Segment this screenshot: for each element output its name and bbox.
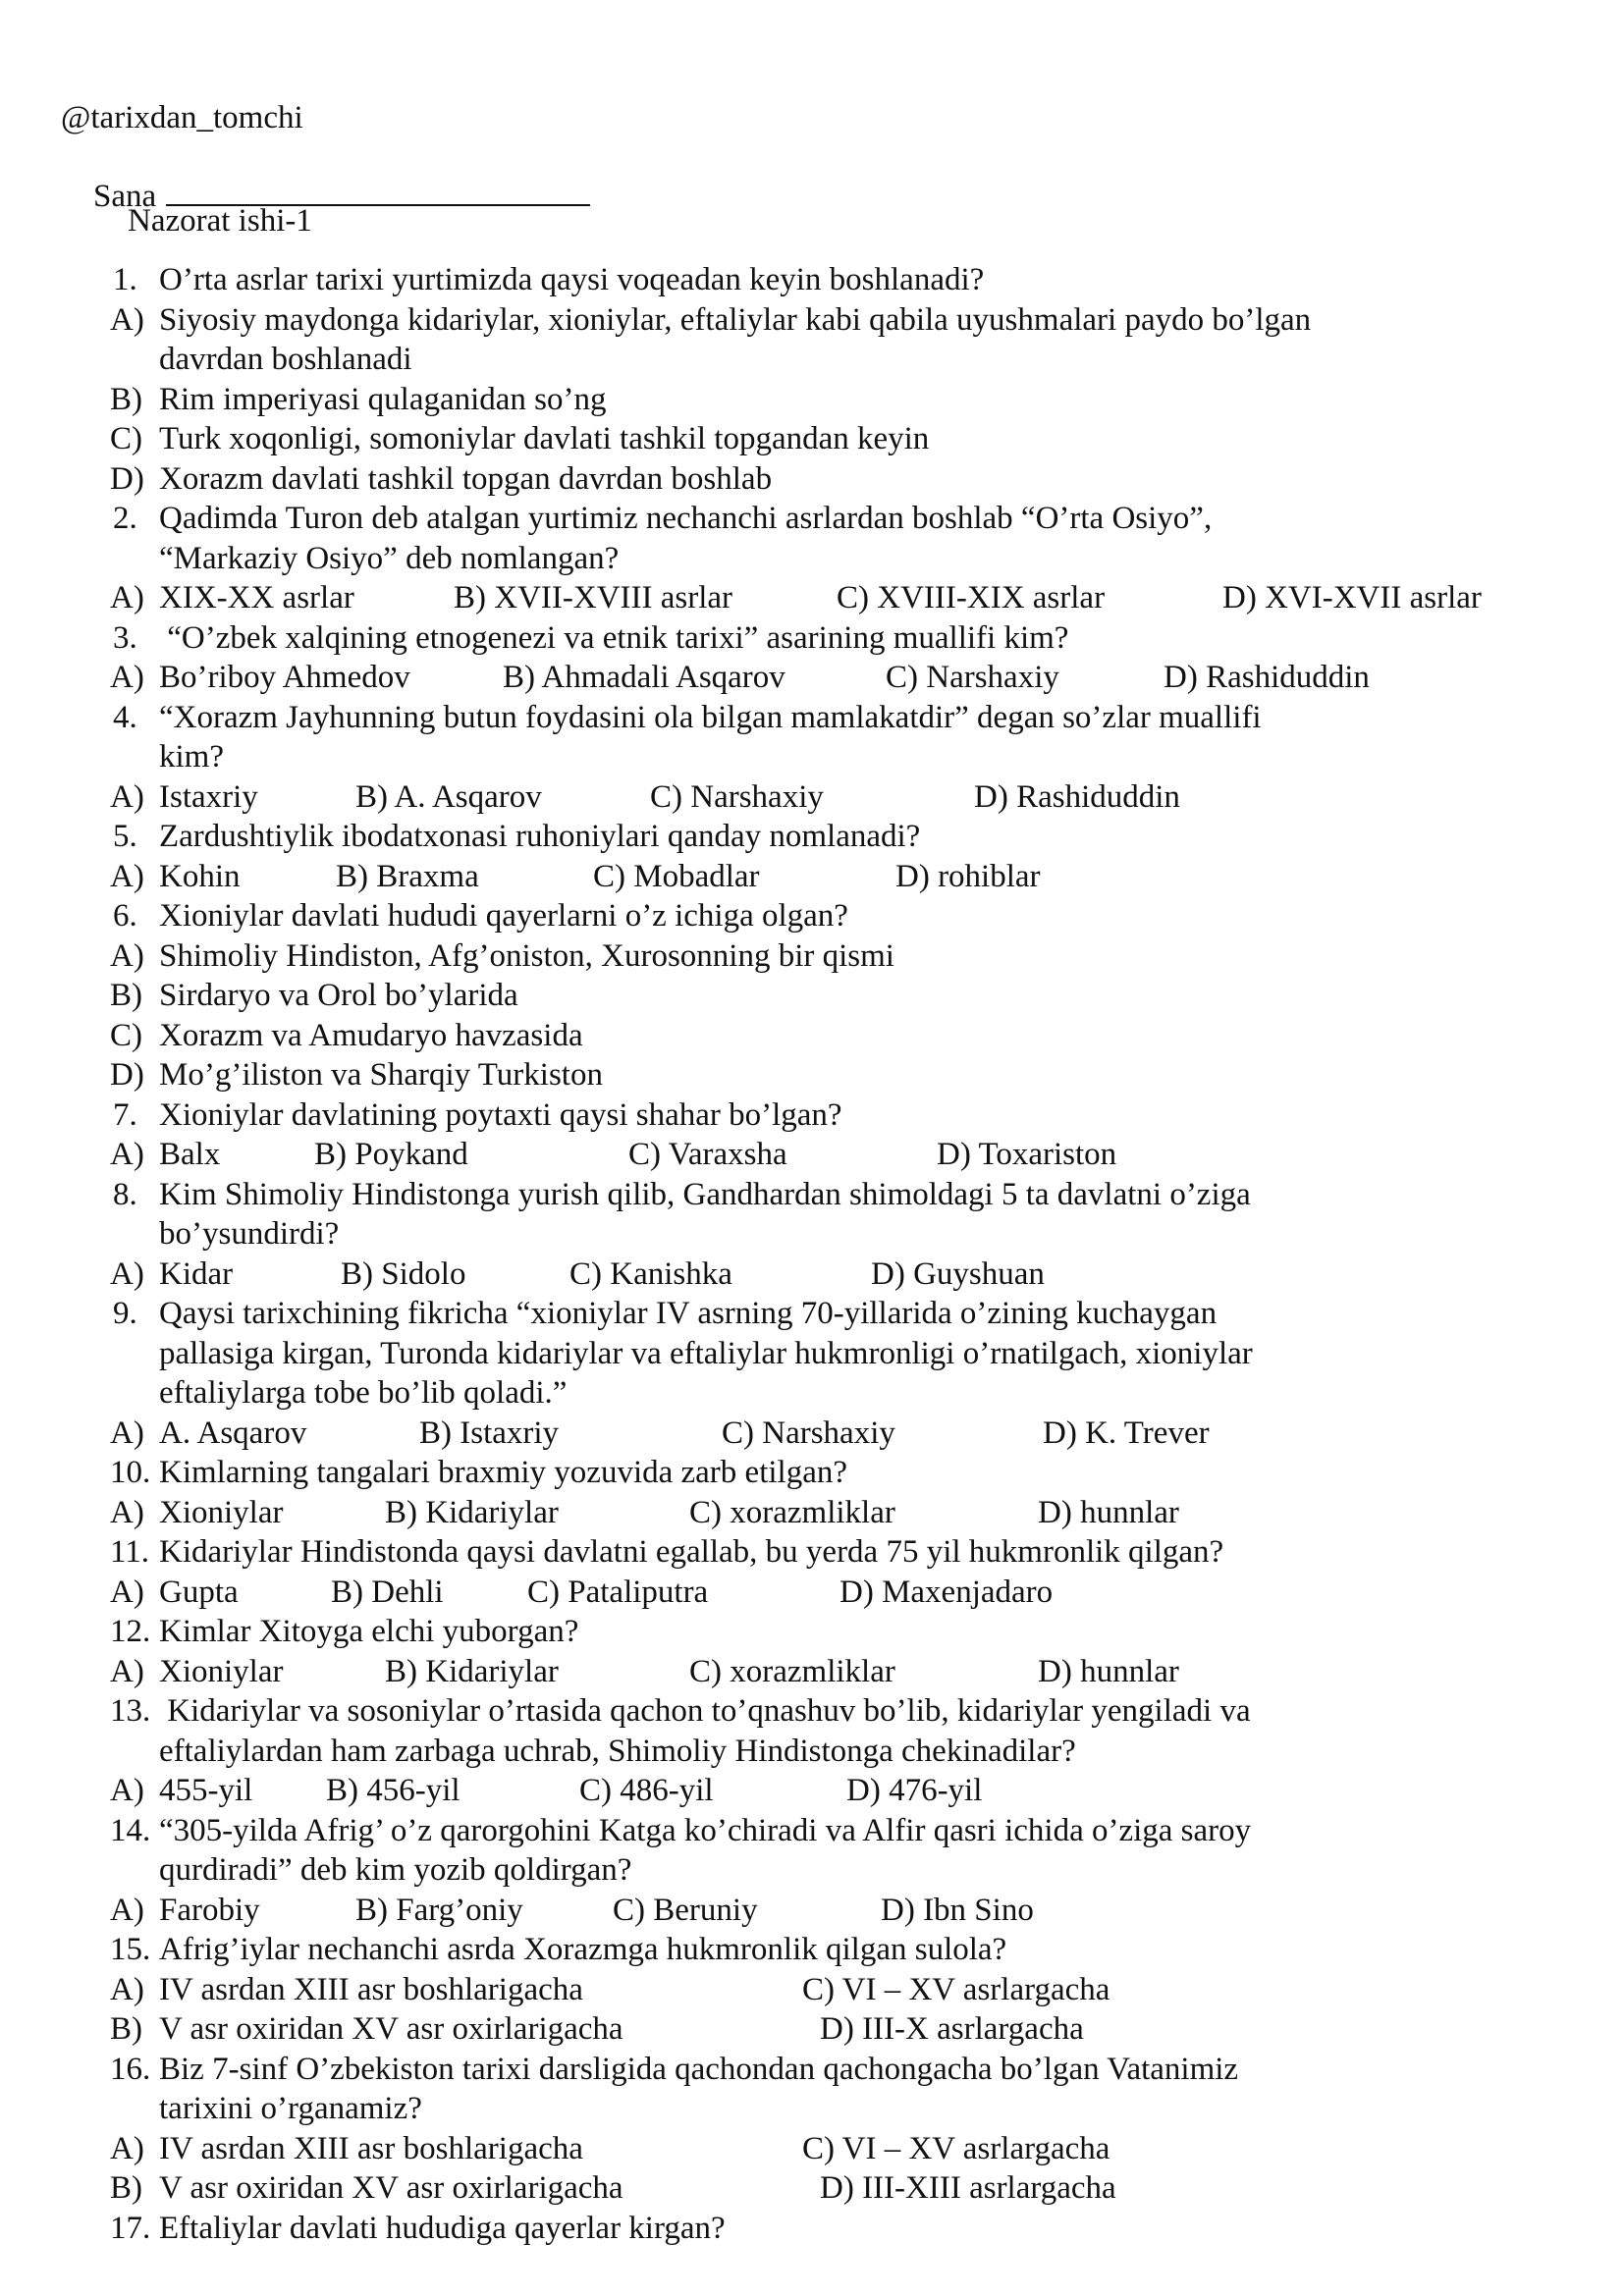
- option-text: Rim imperiyasi qulaganidan so’ng: [159, 382, 607, 417]
- option-d: D) hunnlar: [1038, 1654, 1179, 1689]
- option-c: C) XVIII-XIX asrlar: [837, 580, 1106, 615]
- question-number: 15.: [110, 1932, 151, 1967]
- question-number: 17.: [110, 2211, 151, 2246]
- question-text: “O’zbek xalqining etnogenezi va etnik tarixi” asarining muallifi kim?: [159, 620, 1069, 656]
- question-text: O’rta asrlar tarixi yurtimizda qaysi voqeadan keyin boshlanadi?: [159, 262, 985, 297]
- option-b: B) Istaxriy: [419, 1415, 560, 1451]
- option-label: A): [110, 859, 144, 894]
- question-number: 1.: [113, 262, 137, 297]
- question-text: pallasiga kirgan, Turonda kidariylar va eftaliylar hukmronligi o’rnatilgach, xioniylar: [159, 1336, 1253, 1371]
- option-d: D) K. Trever: [1043, 1415, 1210, 1451]
- question-text: Kim Shimoliy Hindistonga yurish qilib, Gandhardan shimoldagi 5 ta davlatni o’ziga: [159, 1177, 1251, 1212]
- option-a: A. Asqarov: [159, 1415, 307, 1451]
- option-label: A): [110, 1654, 144, 1689]
- question-number: 8.: [113, 1177, 137, 1212]
- option-a: Kidar: [159, 1256, 234, 1292]
- question-text: Kidariylar va sosoniylar o’rtasida qachon to’qnashuv bo’lib, kidariylar yengiladi va: [159, 1693, 1251, 1729]
- option-b: B) Sidolo: [341, 1256, 466, 1292]
- option-label: A): [110, 2131, 144, 2166]
- option-b: B) Farg’oniy: [355, 1893, 523, 1928]
- option-c: C) Kanishka: [569, 1256, 732, 1292]
- question-number: 14.: [110, 1813, 151, 1848]
- option-label: B): [110, 2011, 142, 2047]
- page-title: Nazorat ishi-1: [128, 203, 312, 239]
- question-number: 9.: [113, 1296, 137, 1331]
- option-text: davrdan boshlanadi: [159, 342, 412, 377]
- option-text: Mo’g’iliston va Sharqiy Turkiston: [159, 1057, 603, 1093]
- option-c: C) Pataliputra: [527, 1575, 709, 1610]
- question-text: Biz 7-sinf O’zbekiston tarixi darsligida qachondan qachongacha bo’lgan Vatanimiz: [159, 2052, 1239, 2087]
- question-number: 12.: [110, 1614, 151, 1649]
- option-c: C) Narshaxiy: [650, 779, 824, 815]
- option-b: B) Dehli: [331, 1575, 444, 1610]
- question-number: 5.: [113, 819, 137, 854]
- option-d: D) rohiblar: [895, 859, 1041, 894]
- question-number: 4.: [113, 700, 137, 735]
- option-label: A): [110, 1972, 144, 2007]
- option-label: A): [110, 1137, 144, 1172]
- option-c: C) Beruniy: [613, 1893, 758, 1928]
- option-label: B): [110, 978, 142, 1013]
- author-handle: @tarixdan_tomchi: [61, 100, 303, 135]
- option-b: V asr oxiridan XV asr oxirlarigacha: [159, 2170, 623, 2206]
- question-text: Qadimda Turon deb atalgan yurtimiz nechanchi asrlardan boshlab “O’rta Osiyo”,: [159, 501, 1213, 536]
- question-number: 7.: [113, 1097, 137, 1133]
- option-label: A): [110, 302, 144, 338]
- question-text: “Markaziy Osiyo” deb nomlangan?: [159, 541, 620, 576]
- question-text: qurdiradi” deb kim yozib qoldirgan?: [159, 1852, 632, 1888]
- option-a: 455-yil: [159, 1773, 253, 1808]
- question-text: Afrig’iylar nechanchi asrda Xorazmga hukmronlik qilgan sulola?: [159, 1932, 1007, 1967]
- option-label: A): [110, 779, 144, 815]
- option-d: D) XVI-XVII asrlar: [1222, 580, 1482, 615]
- question-text: Kimlarning tangalari braxmiy yozuvida zarb etilgan?: [159, 1455, 847, 1490]
- option-d: D) 476-yil: [846, 1773, 983, 1808]
- option-label: B): [110, 2170, 142, 2206]
- option-c: C) Narshaxiy: [886, 660, 1059, 695]
- option-label: A): [110, 1495, 144, 1530]
- option-b: B) Braxma: [336, 859, 479, 894]
- option-a: Gupta: [159, 1575, 239, 1610]
- option-c: C) xorazmliklar: [689, 1495, 895, 1530]
- option-text: Sirdaryo va Orol bo’ylarida: [159, 978, 518, 1013]
- option-d: D) III-X asrlargacha: [820, 2011, 1084, 2047]
- option-a: Istaxriy: [159, 779, 258, 815]
- option-label: C): [110, 421, 142, 456]
- date-label: Sana: [93, 179, 157, 214]
- option-label: A): [110, 1415, 144, 1451]
- option-c: C) VI – XV asrlargacha: [802, 1972, 1110, 2007]
- option-label: B): [110, 382, 142, 417]
- option-d: D) Ibn Sino: [881, 1893, 1034, 1928]
- question-text: Kimlar Xitoyga elchi yuborgan?: [159, 1614, 579, 1649]
- question-text: Zardushtiylik ibodatxonasi ruhoniylari qanday nomlanadi?: [159, 819, 921, 854]
- option-b: B) Ahmadali Asqarov: [503, 660, 785, 695]
- question-text: Kidariylar Hindistonda qaysi davlatni egallab, bu yerda 75 yil hukmronlik qilgan?: [159, 1534, 1224, 1570]
- option-label: A): [110, 938, 144, 974]
- option-a: Kohin: [159, 859, 241, 894]
- option-b: B) 456-yil: [326, 1773, 460, 1808]
- option-text: Shimoliy Hindiston, Afg’oniston, Xurosonning bir qismi: [159, 938, 894, 974]
- question-text: Qaysi tarixchining fikricha “xioniylar IV asrning 70-yillarida o’zining kuchaygan: [159, 1296, 1218, 1331]
- question-number: 2.: [113, 501, 137, 536]
- question-number: 13.: [110, 1693, 151, 1729]
- option-c: C) 486-yil: [579, 1773, 714, 1808]
- option-text: Turk xoqonligi, somoniylar davlati tashkil topgandan keyin: [159, 421, 930, 456]
- question-number: 10.: [110, 1455, 151, 1490]
- option-a: Bo’riboy Ahmedov: [159, 660, 410, 695]
- option-c: C) Varaxsha: [628, 1137, 787, 1172]
- option-a: IV asrdan XIII asr boshlarigacha: [159, 1972, 583, 2007]
- option-b: B) Poykand: [314, 1137, 468, 1172]
- question-text: eftaliylardan ham zarbaga uchrab, Shimoliy Hindistonga chekinadilar?: [159, 1734, 1076, 1769]
- question-number: 3.: [113, 620, 137, 656]
- option-c: C) Narshaxiy: [722, 1415, 895, 1451]
- option-a: Farobiy: [159, 1893, 260, 1928]
- question-text: bo’ysundirdi?: [159, 1216, 340, 1252]
- option-d: D) hunnlar: [1038, 1495, 1179, 1530]
- option-label: A): [110, 1575, 144, 1610]
- option-label: A): [110, 1773, 144, 1808]
- option-b: V asr oxiridan XV asr oxirlarigacha: [159, 2011, 623, 2047]
- option-a: Xioniylar: [159, 1495, 284, 1530]
- option-a: XIX-XX asrlar: [159, 580, 354, 615]
- question-text: “Xorazm Jayhunning butun foydasini ola bilgan mamlakatdir” degan so’zlar muallifi: [159, 700, 1262, 735]
- question-number: 11.: [110, 1534, 150, 1570]
- option-b: B) Kidariylar: [385, 1495, 559, 1530]
- option-d: D) Rashiduddin: [974, 779, 1180, 815]
- option-b: B) Kidariylar: [385, 1654, 559, 1689]
- option-a: IV asrdan XIII asr boshlarigacha: [159, 2131, 583, 2166]
- question-text: Xioniylar davlatining poytaxti qaysi shahar bo’lgan?: [159, 1097, 842, 1133]
- option-d: D) Maxenjadaro: [839, 1575, 1054, 1610]
- question-number: 16.: [110, 2052, 151, 2087]
- option-d: D) Toxariston: [937, 1137, 1117, 1172]
- option-b: B) A. Asqarov: [355, 779, 542, 815]
- option-a: Balx: [159, 1137, 221, 1172]
- option-label: D): [110, 1057, 144, 1093]
- question-text: eftaliylarga tobe bo’lib qoladi.”: [159, 1375, 568, 1411]
- question-text: tarixini o’rganamiz?: [159, 2091, 422, 2126]
- question-number: 6.: [113, 898, 137, 934]
- option-label: A): [110, 580, 144, 615]
- option-text: Xorazm davlati tashkil topgan davrdan boshlab: [159, 461, 773, 497]
- option-a: Xioniylar: [159, 1654, 284, 1689]
- option-label: D): [110, 461, 144, 497]
- option-d: D) III-XIII asrlargacha: [820, 2170, 1116, 2206]
- option-label: C): [110, 1018, 142, 1053]
- option-c: C) Mobadlar: [593, 859, 760, 894]
- question-text: “305-yilda Afrig’ o’z qarorgohini Katga ko’chiradi va Alfir qasri ichida o’ziga saroy: [159, 1813, 1252, 1848]
- option-d: D) Rashiduddin: [1164, 660, 1370, 695]
- option-c: C) xorazmliklar: [689, 1654, 895, 1689]
- option-label: A): [110, 1893, 144, 1928]
- option-b: B) XVII-XVIII asrlar: [454, 580, 733, 615]
- question-text: Xioniylar davlati hududi qayerlarni o’z ichiga olgan?: [159, 898, 848, 934]
- option-text: Siyosiy maydonga kidariylar, xioniylar, eftaliylar kabi qabila uyushmalari paydo bo’lgan: [159, 302, 1312, 338]
- question-text: kim?: [159, 739, 224, 774]
- option-text: Xorazm va Amudaryo havzasida: [159, 1018, 583, 1053]
- question-text: Eftaliylar davlati hududiga qayerlar kirgan?: [159, 2211, 726, 2246]
- option-d: D) Guyshuan: [871, 1256, 1045, 1292]
- option-c: C) VI – XV asrlargacha: [802, 2131, 1110, 2166]
- option-label: A): [110, 1256, 144, 1292]
- option-label: A): [110, 660, 144, 695]
